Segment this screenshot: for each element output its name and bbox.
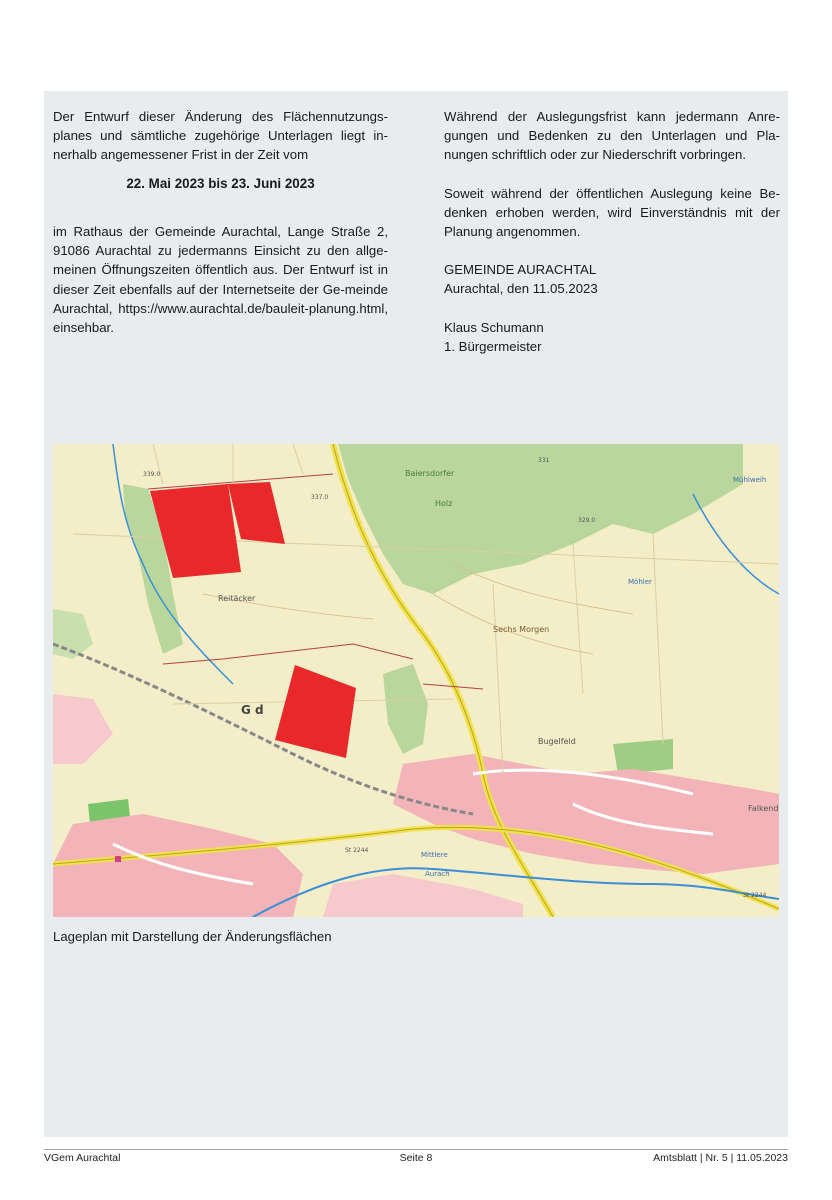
label-muehlweiher: Mühlweih bbox=[733, 476, 767, 484]
label-elev-339: 339.0 bbox=[143, 471, 161, 478]
date-range: 22. Mai 2023 bis 23. Juni 2023 bbox=[126, 176, 315, 191]
label-baiersdorfer: Baiersdorfer bbox=[405, 469, 455, 478]
left-paragraph-1: Der Entwurf dieser Änderung des Flächennutzungs-planes und sämtliche zugehörige Unterlagen liegt in-nerhalb angemessener Frist in der Zeit vom bbox=[53, 109, 388, 163]
label-elev-337: 337.0 bbox=[311, 494, 329, 501]
label-sechs-morgen: Sechs Morgen bbox=[493, 625, 550, 634]
poi-marker bbox=[115, 856, 121, 862]
label-moehler: Möhler bbox=[628, 578, 652, 586]
label-st2244-east: St 2244 bbox=[743, 892, 767, 899]
forest-patch-east bbox=[613, 739, 673, 774]
label-elev-331: 331 bbox=[538, 457, 550, 464]
label-mittlere: Mittlere bbox=[421, 851, 448, 859]
left-paragraph-2: im Rathaus der Gemeinde Aurachtal, Lange Straße 2, 91086 Aurachtal zu jedermanns Einsicht zu den allge-meinen Öffnungszeiten öffentlich aus. Der Entwurf ist in dieser Zeit ebenfalls auf der Internetseite der Ge-meinde Aurachtal, https://www.aurachtal.de/bauleit-planung.html, einsehbar. bbox=[53, 224, 388, 336]
right-column bbox=[444, 107, 780, 356]
footer-page-number: Seite 8 bbox=[399, 1152, 433, 1164]
label-gd: G d bbox=[241, 703, 264, 717]
label-reitaecker: Reitäcker bbox=[218, 594, 256, 603]
left-column bbox=[53, 107, 388, 165]
label-elev-329: 329.0 bbox=[578, 517, 596, 524]
signature-place-date: Aurachtal, den 11.05.2023 bbox=[444, 281, 598, 297]
label-aurach: Aurach bbox=[425, 870, 450, 878]
footer-left: VGem Aurachtal bbox=[44, 1152, 121, 1164]
label-falkendorf: Falkend bbox=[748, 804, 779, 813]
label-st2244: St 2244 bbox=[345, 847, 369, 854]
label-holz: Holz bbox=[435, 499, 453, 508]
map-svg bbox=[53, 444, 779, 917]
signature-org: GEMEINDE AURACHTAL bbox=[444, 262, 597, 278]
footer-divider bbox=[44, 1149, 788, 1150]
footer-right: Amtsblatt | Nr. 5 | 11.05.2023 bbox=[653, 1152, 788, 1164]
signer-title: 1. Bürgermeister bbox=[444, 338, 542, 354]
label-bugelfeld: Bugelfeld bbox=[538, 737, 576, 746]
right-paragraph-2: Soweit während der öffentlichen Auslegung keine Be-denken erhoben werden, wird Einverständnis mit der Planung angenommen. bbox=[444, 185, 780, 240]
site-plan-map bbox=[53, 444, 779, 917]
map-caption: Lageplan mit Darstellung der Änderungsflächen bbox=[53, 929, 332, 944]
right-paragraph-1: Während der Auslegungsfrist kann jedermann Anre-gungen und Bedenken zu den Unterlagen und Pla-nungen schriftlich oder zur Niederschrift vorbringen. bbox=[444, 109, 780, 163]
signer-name: Klaus Schumann bbox=[444, 319, 544, 335]
